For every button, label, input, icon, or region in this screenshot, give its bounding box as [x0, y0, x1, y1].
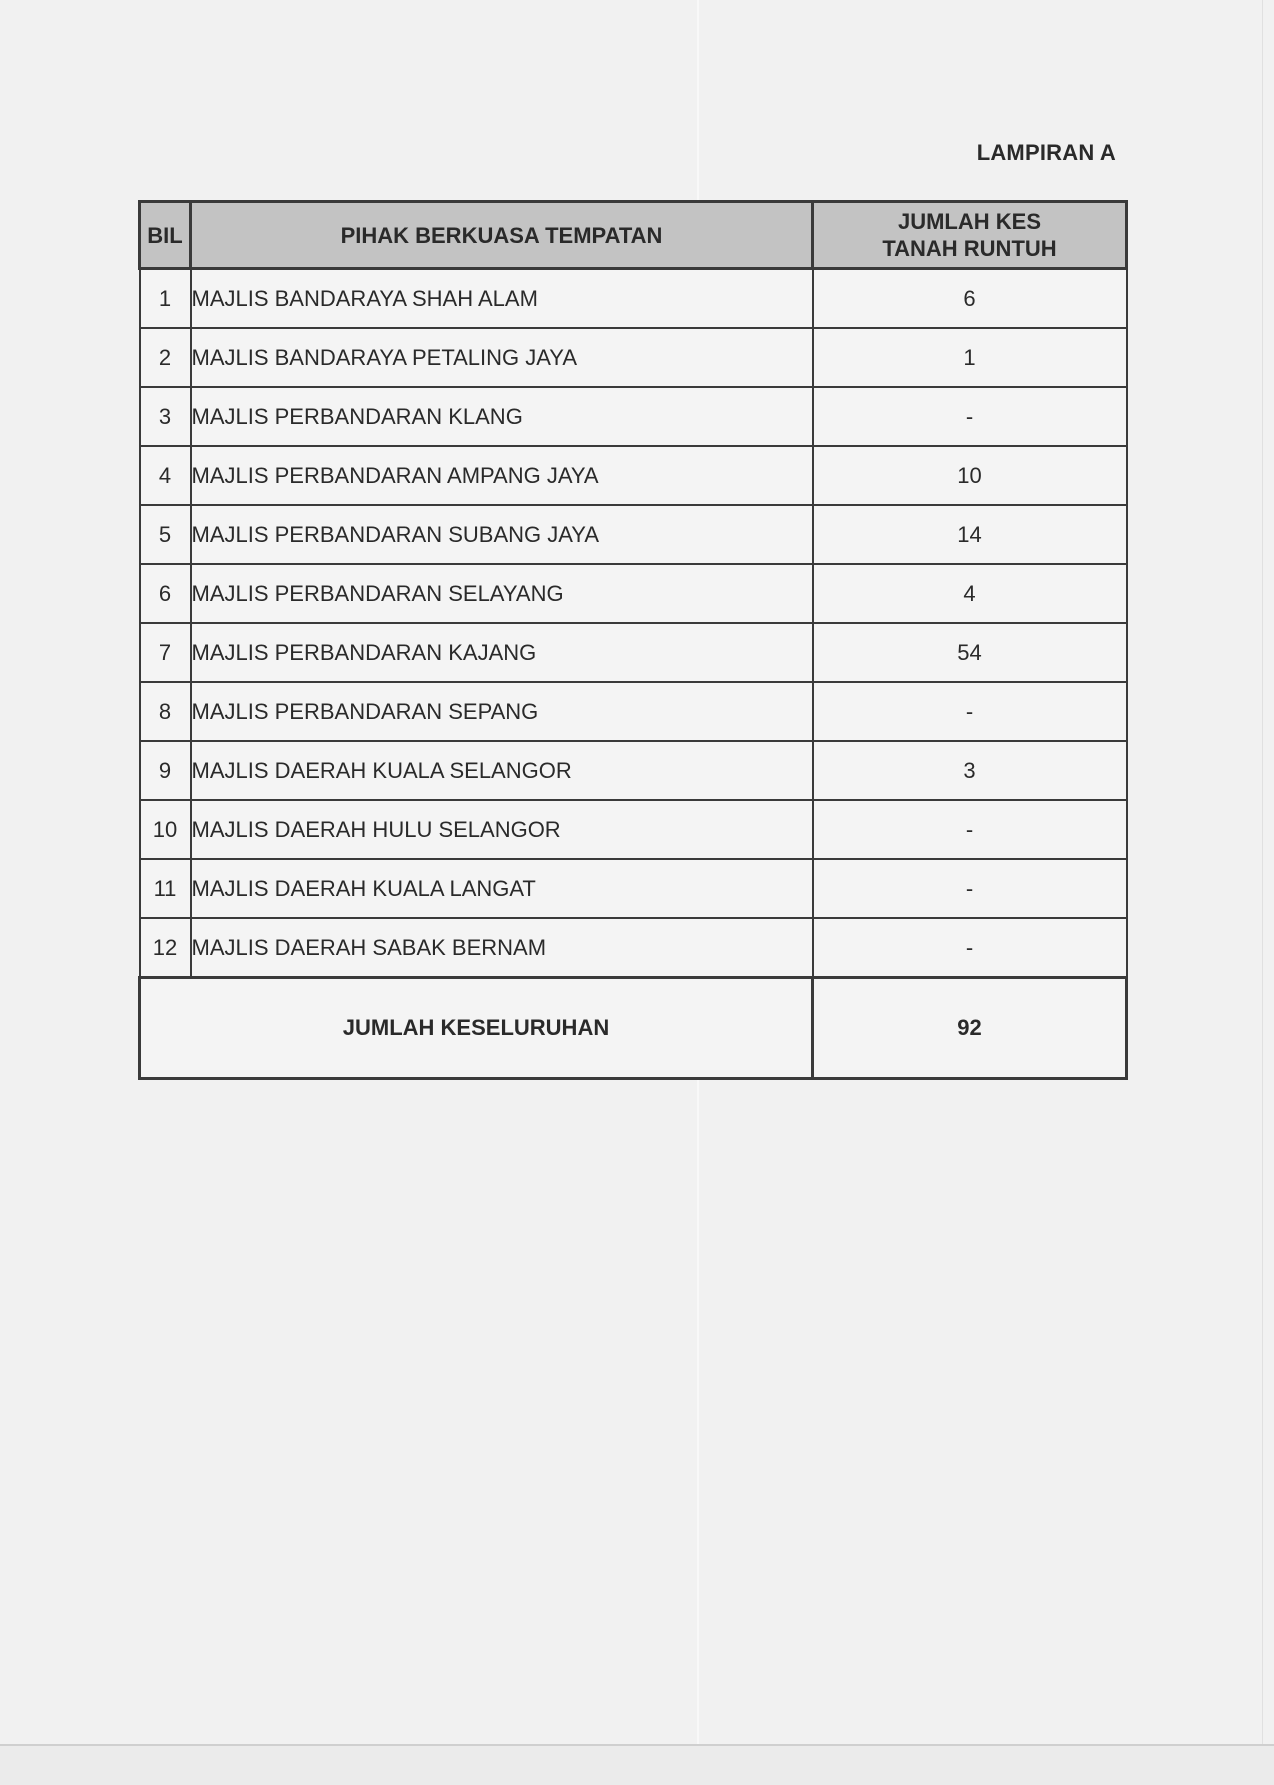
- row-case-count: 10: [813, 446, 1127, 505]
- table-row: [140, 446, 1127, 505]
- table-row: [140, 859, 1127, 918]
- row-number: 6: [140, 564, 191, 623]
- table-row: [140, 623, 1127, 682]
- table-row: [140, 741, 1127, 800]
- table-row: [140, 800, 1127, 859]
- total-value: 92: [813, 978, 1127, 1079]
- table-row: [140, 387, 1127, 446]
- table-row: [140, 564, 1127, 623]
- row-case-count: 6: [813, 269, 1127, 329]
- table-row: [140, 328, 1127, 387]
- row-number: 2: [140, 328, 191, 387]
- row-number: 8: [140, 682, 191, 741]
- row-number: 10: [140, 800, 191, 859]
- header-no: BIL: [140, 202, 191, 269]
- table-row: [140, 505, 1127, 564]
- landslide-cases-table: [138, 200, 1128, 1080]
- row-number: 12: [140, 918, 191, 978]
- row-authority: MAJLIS PERBANDARAN KLANG: [191, 387, 813, 446]
- row-number: 3: [140, 387, 191, 446]
- row-number: 9: [140, 741, 191, 800]
- header-cases: [813, 202, 1127, 269]
- row-number: 1: [140, 269, 191, 329]
- row-case-count: -: [813, 918, 1127, 978]
- row-authority: MAJLIS PERBANDARAN SUBANG JAYA: [191, 505, 813, 564]
- row-case-count: 3: [813, 741, 1127, 800]
- row-case-count: -: [813, 387, 1127, 446]
- row-case-count: 14: [813, 505, 1127, 564]
- row-authority: MAJLIS DAERAH SABAK BERNAM: [191, 918, 813, 978]
- header-authority: PIHAK BERKUASA TEMPATAN: [191, 202, 813, 269]
- attachment-label: LAMPIRAN A: [976, 140, 1116, 165]
- row-authority: MAJLIS DAERAH HULU SELANGOR: [191, 800, 813, 859]
- row-case-count: -: [813, 859, 1127, 918]
- row-number: 11: [140, 859, 191, 918]
- row-case-count: -: [813, 800, 1127, 859]
- row-authority: MAJLIS PERBANDARAN AMPANG JAYA: [191, 446, 813, 505]
- row-case-count: -: [813, 682, 1127, 741]
- row-number: 7: [140, 623, 191, 682]
- row-authority: MAJLIS DAERAH KUALA SELANGOR: [191, 741, 813, 800]
- page-right-edge: [1262, 0, 1263, 1744]
- total-row: [140, 978, 1127, 1079]
- row-case-count: 4: [813, 564, 1127, 623]
- table-body: [140, 269, 1127, 978]
- row-case-count: 54: [813, 623, 1127, 682]
- row-authority: MAJLIS DAERAH KUALA LANGAT: [191, 859, 813, 918]
- table-row: [140, 269, 1127, 329]
- row-case-count: 1: [813, 328, 1127, 387]
- row-authority: MAJLIS BANDARAYA PETALING JAYA: [191, 328, 813, 387]
- header-cases-label: JUMLAH KES TANAH RUNTUH: [882, 209, 1057, 261]
- table-header-row: [140, 202, 1127, 269]
- row-authority: MAJLIS PERBANDARAN SELAYANG: [191, 564, 813, 623]
- total-label: JUMLAH KESELURUHAN: [140, 978, 813, 1079]
- row-number: 5: [140, 505, 191, 564]
- row-authority: MAJLIS PERBANDARAN SEPANG: [191, 682, 813, 741]
- table-row: [140, 682, 1127, 741]
- table-row: [140, 918, 1127, 978]
- row-authority: MAJLIS BANDARAYA SHAH ALAM: [191, 269, 813, 329]
- scan-margin: [0, 1746, 1274, 1785]
- row-number: 4: [140, 446, 191, 505]
- row-authority: MAJLIS PERBANDARAN KAJANG: [191, 623, 813, 682]
